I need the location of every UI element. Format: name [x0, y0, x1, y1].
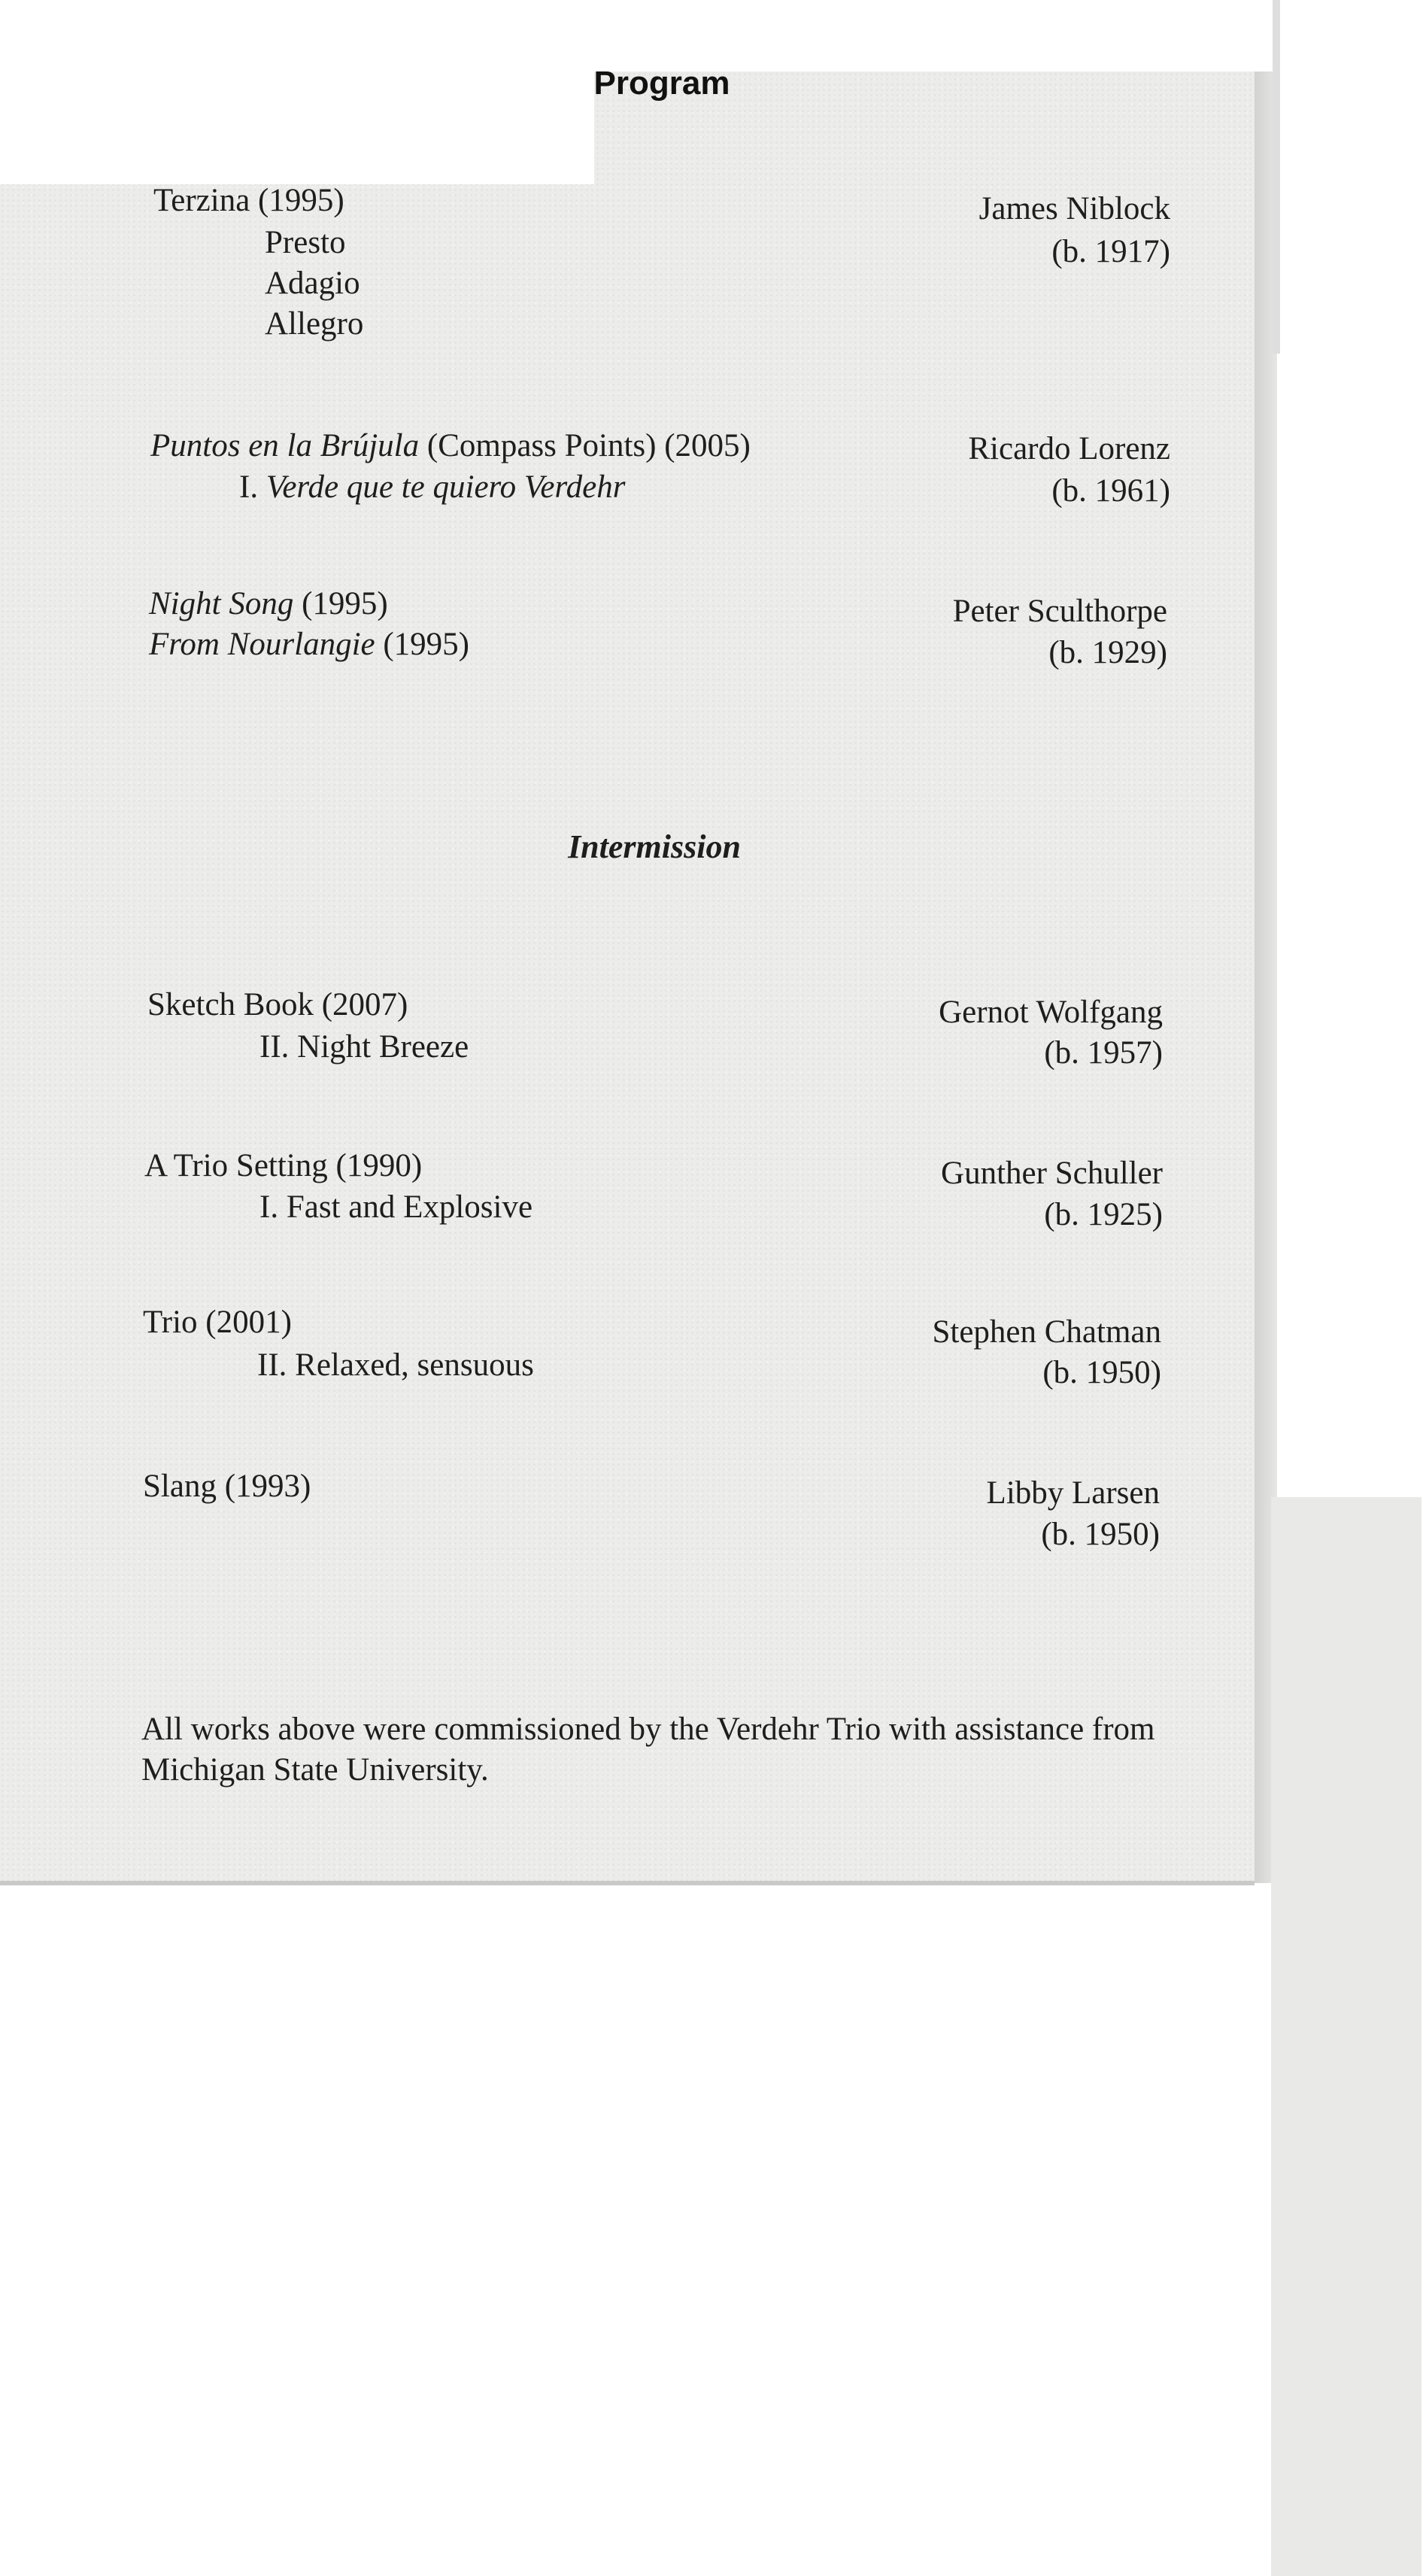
movement: II. Night Breeze [259, 1029, 469, 1065]
composer-name: Ricardo Lorenz [968, 431, 1170, 466]
composer-name: Peter Sculthorpe [952, 594, 1167, 629]
movement: I. Verde que te quiero Verdehr [239, 469, 626, 505]
work-title: Night Song (1995) [149, 586, 388, 621]
composer-name: James Niblock [979, 191, 1170, 226]
movement: Presto [265, 225, 346, 260]
movement: I. Fast and Explosive [259, 1189, 533, 1225]
fold-shadow [1271, 1497, 1421, 2576]
binding-line [1273, 0, 1280, 354]
program-page [0, 71, 1255, 1883]
composer-name: Gunther Schuller [941, 1156, 1163, 1191]
intermission-heading: Intermission [568, 828, 741, 865]
work-title: Sketch Book (2007) [147, 987, 408, 1022]
composer-name: Gernot Wolfgang [939, 995, 1163, 1030]
work-title: From Nourlangie (1995) [149, 627, 469, 662]
movement: Adagio [265, 266, 360, 301]
composer-birth: (b. 1961) [1051, 473, 1170, 509]
composer-birth: (b. 1925) [1044, 1197, 1163, 1232]
movement: II. Relaxed, sensuous [257, 1347, 534, 1383]
composer-name: Stephen Chatman [932, 1314, 1161, 1350]
work-title: A Trio Setting (1990) [144, 1148, 423, 1183]
movement: Allegro [265, 306, 364, 342]
composer-birth: (b. 1957) [1044, 1035, 1163, 1071]
work-title: Trio (2001) [143, 1305, 292, 1340]
composer-birth: (b. 1950) [1042, 1355, 1161, 1390]
work-title: Slang (1993) [143, 1469, 311, 1504]
work-title: Terzina (1995) [153, 183, 344, 218]
composer-birth: (b. 1950) [1041, 1517, 1160, 1552]
composer-name: Libby Larsen [986, 1475, 1160, 1511]
page-title: Program [593, 65, 730, 102]
composer-birth: (b. 1917) [1051, 234, 1170, 269]
commission-note: All works above were commissioned by the Verdehr Trio with assistance from Michigan State University. [141, 1712, 1155, 1788]
page-edge-line [0, 1881, 1255, 1885]
work-title: Puntos en la Brújula (Compass Points) (2005) [150, 428, 751, 463]
composer-birth: (b. 1929) [1048, 635, 1167, 670]
